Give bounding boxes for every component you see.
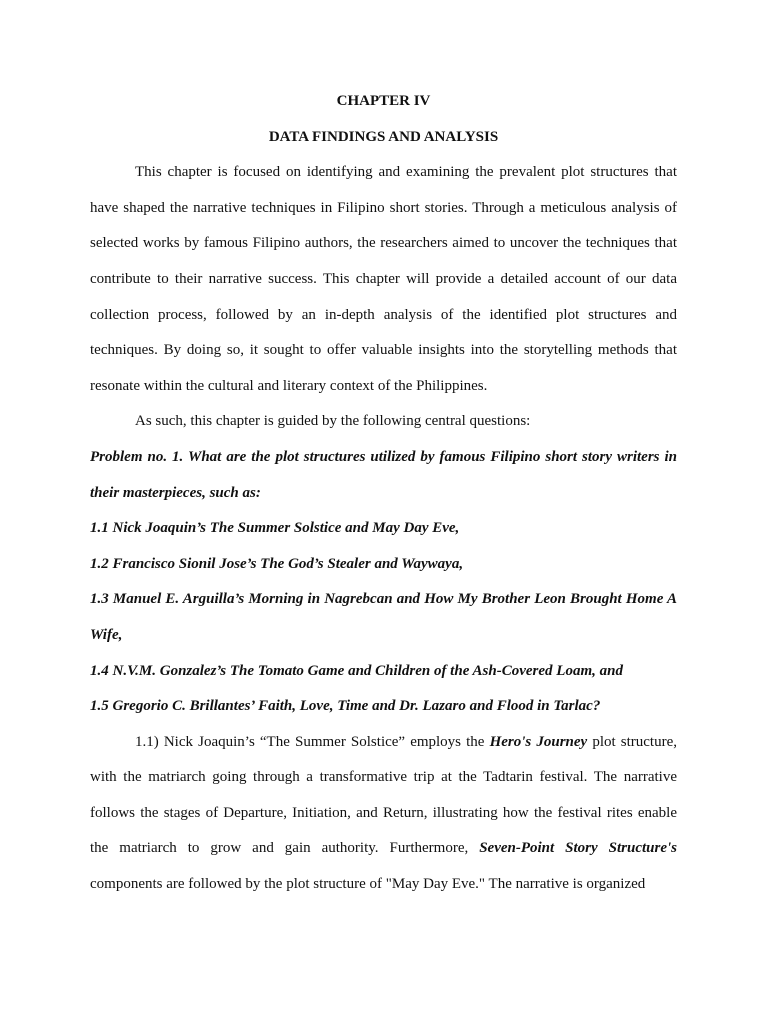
problem-item-1-2: 1.2 Francisco Sionil Jose’s The God’s Stealer and Waywaya, xyxy=(90,555,464,572)
problem-item-1-5: 1.5 Gregorio C. Brillantes’ Faith, Love, Time and Dr. Lazaro and Flood in Tarlac? xyxy=(90,698,601,715)
emphasis-heros-journey: Hero's Journey xyxy=(489,733,588,750)
analysis-text-3: components are followed by the plot structure of "May Day Eve." The narrative is organized xyxy=(90,876,646,893)
intro-paragraph: This chapter is focused on identifying and examining the prevalent plot structures that have shaped the narrative techniques in Filipino short stories. Through a meticulous analysis of selected works by famous Filipino authors, the researchers aimed to uncover the techniques that contribute to their narrative success. This chapter will provide a detailed account of our data collection process, followed by an in-depth analysis of the identified plot structures and techniques. By doing so, it sought to offer valuable insights into the storytelling methods that resonate within the cultural and literary context of the Philippines. xyxy=(90,164,677,394)
problem-statement: Problem no. 1. What are the plot structures utilized by famous Filipino short story writers in their masterpieces, such as: xyxy=(90,448,677,501)
problem-item-1-3: 1.3 Manuel E. Arguilla’s Morning in Nagrebcan and How My Brother Leon Brought Home A Wife, xyxy=(90,591,677,643)
analysis-text-1: 1.1) Nick Joaquin’s “The Summer Solstice” employs the xyxy=(135,733,490,750)
analysis-paragraph xyxy=(90,725,677,903)
guide-sentence: As such, this chapter is guided by the following central questions: xyxy=(135,413,531,430)
chapter-title: DATA FINDINGS AND ANALYSIS xyxy=(268,128,499,145)
problem-item-1-1: 1.1 Nick Joaquin’s The Summer Solstice and May Day Eve, xyxy=(90,520,460,537)
document-page xyxy=(90,84,677,903)
analysis-text-2: plot structure, with the matriarch going through a transformative trip at the Tadtarin festival. The narrative follows the stages of Departure, Initiation, and Return, illustrating how the festival rites enable the matriarch to grow and gain authority. Furthermore, xyxy=(90,733,677,857)
emphasis-seven-point: Seven-Point Story Structure's xyxy=(479,840,677,857)
chapter-label: CHAPTER IV xyxy=(336,93,431,109)
problem-item-1-4: 1.4 N.V.M. Gonzalez’s The Tomato Game and Children of the Ash-Covered Loam, and xyxy=(90,662,623,679)
